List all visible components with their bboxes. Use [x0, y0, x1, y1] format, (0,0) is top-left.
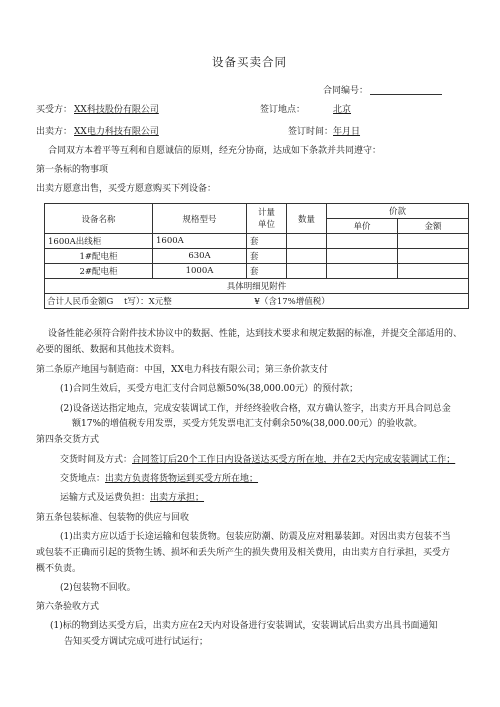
- total-mid: t写）：X元整: [124, 297, 172, 307]
- cell-quantity: [287, 234, 327, 249]
- contract-no-label: 合同编号：: [323, 86, 369, 96]
- article-5-title: 第五条包装标准、包装物的供应与回收: [36, 513, 190, 523]
- header-unit-line1: 计量: [257, 207, 275, 218]
- total-tax: ¥（含17%增值税）: [254, 297, 330, 307]
- cell-model: 630A: [153, 249, 247, 264]
- article-1-title: 第一条标的物事项: [36, 165, 109, 175]
- table-total-row: [45, 294, 469, 309]
- total-left: 合计人民币金额G: [47, 297, 114, 307]
- delivery-time-label: 交货时间及方式：: [60, 455, 133, 465]
- article-6-title: 第六条验收方式: [36, 602, 100, 612]
- header-amount: 金额: [398, 219, 469, 234]
- header-model: 规格型号: [153, 204, 247, 234]
- seller-label: 出卖方：: [36, 127, 73, 137]
- header-unit: [247, 204, 287, 234]
- performance-paragraph-cont: 必要的图纸、数据和其他技术资料。: [36, 345, 181, 355]
- cell-unit-price: [327, 264, 398, 279]
- article-5-item-1-cont2: 概不负责。: [36, 564, 82, 574]
- buyer-name: XX科技股份有限公司: [74, 105, 159, 115]
- table-row: [45, 264, 469, 279]
- sign-time-label: 签订时间：: [288, 127, 334, 137]
- article-4-line-3: [60, 492, 204, 504]
- intro-paragraph: 合同双方本着平等互利和自愿诚信的原则，经充分协商，达成如下条款并共同遵守：: [48, 146, 382, 156]
- cell-equipment-name: 2#配电柜: [45, 264, 153, 279]
- delivery-place-value: 出卖方负责将货物运到买受方所在地；: [105, 474, 259, 484]
- cell-unit: 套: [247, 264, 287, 279]
- sign-place-label: 签订地点：: [260, 105, 306, 115]
- cell-equipment-name: 1#配电柜: [45, 249, 153, 264]
- article-4-line-1: [60, 454, 455, 466]
- transport-label: 运输方式及运费负担：: [60, 493, 151, 503]
- header-unit-line2: 单位: [257, 219, 275, 230]
- article-4-title: 第四条交货方式: [36, 435, 100, 445]
- article-6-item-1-cont: 告知买受方调试完成可进行试运行；: [64, 637, 209, 647]
- article-3-item-2: (2)设备送达指定地点，完成安装调试工作，并经终验收合格，双方确认签字，出卖方开具合同总金: [60, 404, 451, 414]
- performance-paragraph: 设备性能必须符合附件技术协议中的数据、性能，达到技术要求和规定数据的标准，并提交全部适用的、: [48, 329, 463, 339]
- cell-amount: [398, 249, 469, 264]
- contract-no-blank: [370, 85, 442, 95]
- delivery-place-label: 交货地点：: [60, 474, 106, 484]
- cell-unit: 套: [247, 234, 287, 249]
- cell-unit-price: [327, 249, 398, 264]
- article-5-item-1: (1)出卖方应以适于长途运输和包装货物。包装应防潮、防震及应对粗暴装卸。对因出卖方包装不当: [60, 532, 451, 542]
- cell-unit-price: [327, 234, 398, 249]
- header-quantity: 数量: [287, 204, 327, 234]
- article-5-item-2: (2)包装物不回收。: [60, 583, 136, 593]
- cell-quantity: [287, 249, 327, 264]
- sign-time: 年月日: [333, 127, 361, 137]
- article-4-line-2: [60, 473, 258, 485]
- cell-quantity: [287, 264, 327, 279]
- article-3-item-2-cont: 额17%的增值税专用发票，买受方凭发票电汇支付剩余50%(38,000.00元）的验收款。: [72, 419, 423, 429]
- cell-model: 1000A: [153, 264, 247, 279]
- page-title: 设备买卖合同: [212, 55, 287, 69]
- buyer-label: 买受方：: [36, 105, 73, 115]
- header-unit-price: 单价: [327, 219, 398, 234]
- article-6-item-1: (1)标的物到达买受方后，出卖方应在2天内对设备进行安装调试，安装调试后出卖方出具书面通知: [50, 621, 438, 631]
- header-equipment-name: 设备名称: [45, 204, 153, 234]
- cell-amount: [398, 264, 469, 279]
- seller-name: XX电力科技有限公司: [74, 127, 159, 137]
- cell-equipment-name: 1600A出线柜: [45, 234, 153, 249]
- table-detail-note: 具体明细见附件: [45, 279, 469, 294]
- header-price: 价款: [327, 204, 469, 219]
- table-row: [45, 234, 469, 249]
- sign-place: 北京: [333, 105, 352, 115]
- table-row: [45, 249, 469, 264]
- equipment-table: [44, 203, 469, 309]
- transport-value: 出卖方承担；: [150, 493, 205, 503]
- cell-unit: 套: [247, 249, 287, 264]
- cell-amount: [398, 234, 469, 249]
- delivery-time-value: 合同签订后20个工作日内设备送达买受方所在地，并在2天内完成安装调试工作；: [132, 455, 456, 465]
- cell-model: 1600A: [153, 234, 247, 249]
- article-5-item-1-cont: 或包装不正确而引起的货物生锈、损坏和丢失所产生的损失费用及相关费用，由出卖方自行承担，买受方: [36, 548, 451, 558]
- article-2-title: 第二条原产地国与制造商：中国，XX电力科技有限公司；第三条价款支付: [36, 365, 328, 375]
- article-1-subtitle: 出卖方愿意出售，买受方愿意购买下列设备：: [36, 184, 217, 194]
- article-3-item-1: (1)合同生效后，买受方电汇支付合同总额50%(38,000.00元）的预付款；: [60, 384, 359, 394]
